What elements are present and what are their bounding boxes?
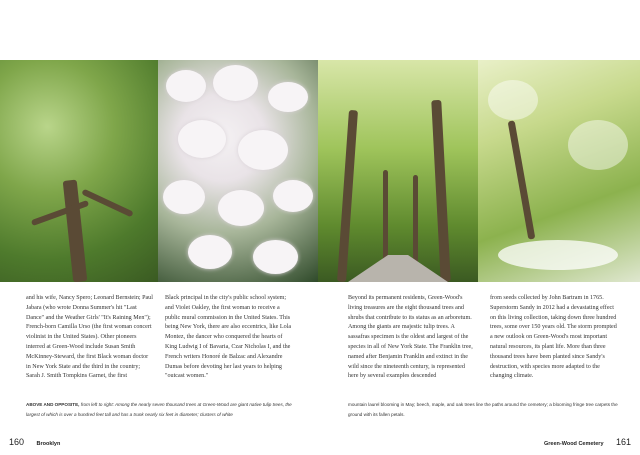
photo-strip [0,60,640,282]
text-column-3: Beyond its permanent residents, Green-Wood's living treasures are the eight thousand trees and shrubs that contribute to its status as an arboretum. Among the giants are majestic tulip trees. A sassafras specimen is the oldest and largest of the species in all of New York State. The Franklin tree, named after Benjamin Franklin and extinct in the wild since the nineteenth century, is represented here by several examples descended [348,295,473,380]
running-head-left: Brooklyn [36,441,61,447]
caption-right: mountain laurel blooming in May; beech, maple, and oak trees line the paths around the cemetery; a blooming fringe tree carpets the ground with its fallen petals. [348,402,618,417]
mountain-laurel-photo [158,60,318,282]
footer-left [9,432,60,450]
text-column-4: from seeds collected by John Bartram in 1765. Superstorm Sandy in 2012 had a devastating effect on this living collection, taking down three hundred trees, some over 150 years old. The storm prompted a new outlook on Green-Wood's most important natural resources, its plant life. More than three thousand trees have been planted since Sandy's destruction, with species more adapted to the changing climate. [490,295,617,380]
fringe-tree-photo [478,60,640,282]
tree-lined-path-photo [318,60,478,282]
caption-left [26,400,296,420]
caption-left-text: from left to right: Among the nearly seven thousand trees at Green-Wood are giant native tulip trees, the largest of which is over a hundred feet tall and has a trunk nearly six feet in diameter; clusters of white [26,402,292,417]
caption-lead: ABOVE AND OPPOSITE, [26,402,80,407]
running-head-right: Green-Wood Cemetery [544,441,604,447]
footer-right [544,432,631,450]
tulip-tree-photo [0,60,158,282]
text-column-2: Black principal in the city's public school system; and Violet Oakley, the first woman to receive a public mural commission in the United States. This being New York, there are also eccentrics, like Lola Montez, the dancer who conquered the hearts of King Ludwig I of Bavaria, Czar Nicholas I, and the French writers Honoré de Balzac and Alexandre Dumas before devoting her last years to helping "outcast women." [165,295,292,380]
page-number-right: 161 [615,437,631,447]
text-column-1: and his wife, Nancy Spero; Leonard Bernstein; Paul Jabara (who wrote Donna Summer's hit "Last Dance" and the Weather Girls' "It's Raining Men"); French-born Camilla Urso (the first woman concert violinist in the United States). Other pioneers interred at Green-Wood include Susan Smith McKinney-Steward, the first Black woman doctor in New York State and the third in the country; Sarah J. Smith Tompkins Garnet, the first [26,295,153,380]
page-number-left: 160 [9,437,25,447]
